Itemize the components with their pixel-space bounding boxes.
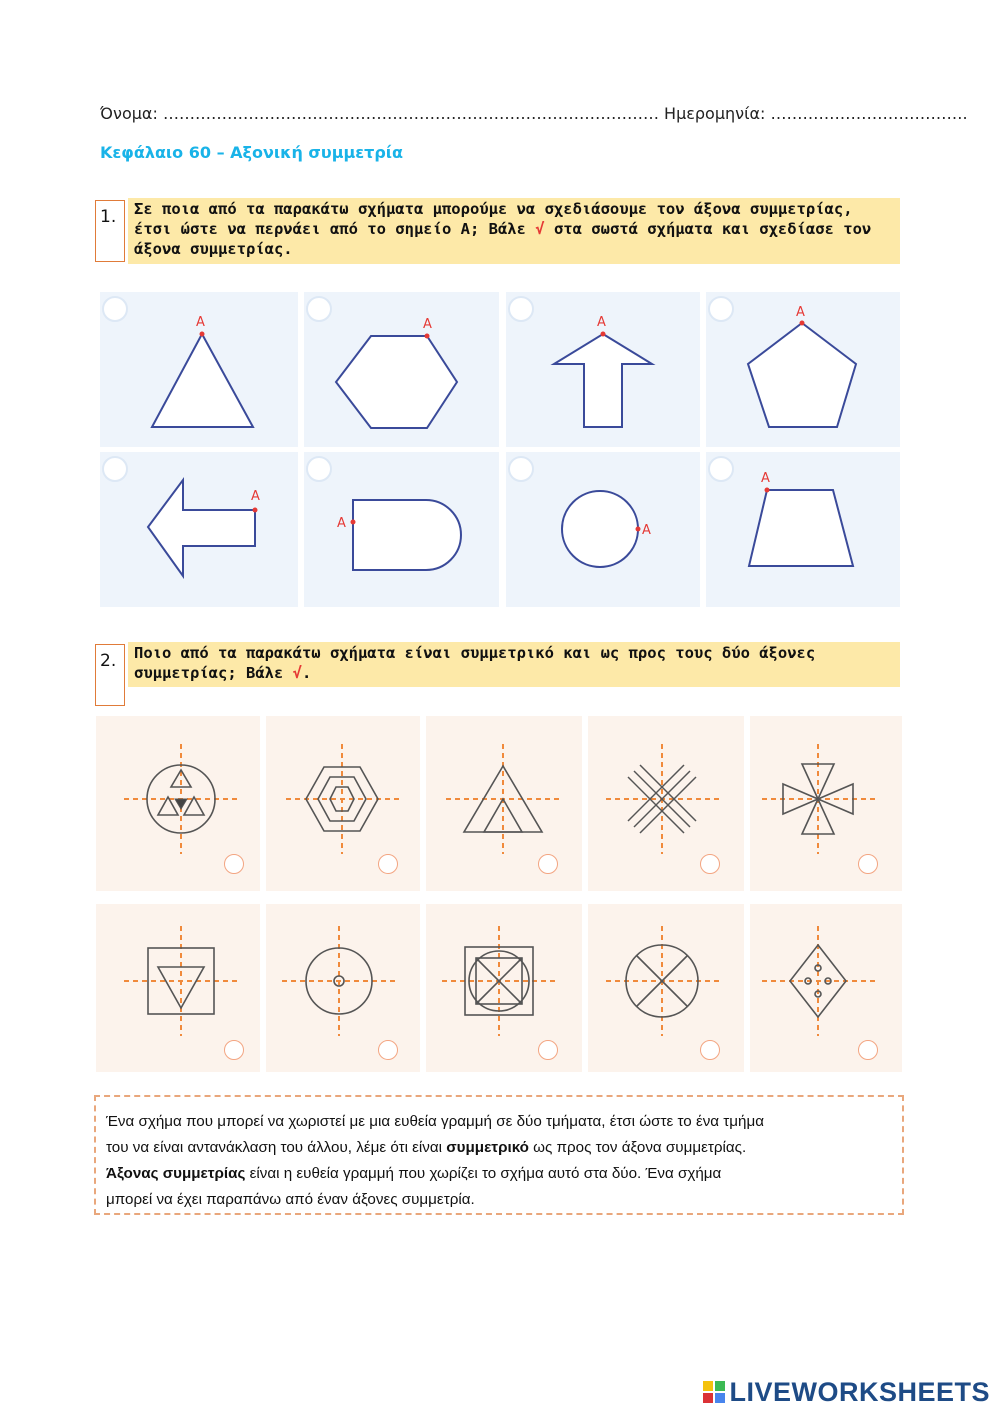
check-mark-icon: √	[535, 220, 545, 238]
svg-text:Α: Α	[761, 471, 770, 486]
shape-tile-trapezoid	[706, 452, 900, 607]
svg-text:Α: Α	[423, 317, 432, 332]
figure-tile-bow-tie	[750, 716, 902, 891]
question-2-text: Ποιο από τα παρακάτω σχήματα είναι συμμετρικό και ως προς τους δύο άξονες συμμετρίας; Βάλε √.	[128, 642, 900, 687]
answer-circle[interactable]	[538, 854, 558, 874]
answer-circle[interactable]	[700, 854, 720, 874]
bow-tie-cross-figure	[750, 716, 902, 891]
figure-tile-square-circle	[426, 904, 582, 1072]
question-2-figures-grid	[96, 716, 902, 1072]
shape-tile-pentagon	[706, 292, 900, 447]
check-mark-icon: √	[292, 664, 302, 682]
svg-text:Α: Α	[796, 305, 805, 320]
answer-circle[interactable]	[700, 1040, 720, 1060]
pentagon-shape	[706, 292, 900, 447]
figure-tile-triangle	[426, 716, 582, 891]
logo-icon	[703, 1381, 725, 1403]
definition-line-1: Ένα σχήμα που μπορεί να χωριστεί με μια ευθεία γραμμή σε δύο τμήματα, έτσι ώστε το ένα τμήμα	[106, 1113, 765, 1130]
arrow-up-shape	[506, 292, 700, 447]
rounded-rectangle-shape	[304, 452, 499, 607]
answer-circle[interactable]	[538, 1040, 558, 1060]
answer-circle[interactable]	[378, 854, 398, 874]
name-label: Όνομα:	[100, 104, 158, 123]
figure-tile-square-triangle	[96, 904, 260, 1072]
answer-circle[interactable]	[224, 854, 244, 874]
answer-circle[interactable]	[858, 854, 878, 874]
answer-circle[interactable]	[224, 1040, 244, 1060]
definition-line-3: Άξονας συμμετρίας είναι η ευθεία γραμμή που χωρίζει το σχήμα αυτό στα δύο. Ένα σχήμα	[106, 1165, 722, 1182]
date-field[interactable]: ……………………………….	[770, 104, 968, 123]
figure-tile-hexagons	[266, 716, 420, 891]
triangle-with-inner-triangle-figure	[426, 716, 582, 891]
svg-text:Α: Α	[597, 315, 606, 330]
shape-tile-arrow-up	[506, 292, 700, 447]
hexagon-shape	[304, 292, 499, 447]
circle-with-x-figure	[588, 904, 744, 1072]
svg-text:Α: Α	[337, 516, 346, 531]
answer-circle[interactable]	[378, 1040, 398, 1060]
liveworksheets-logo	[703, 1377, 990, 1407]
shape-tile-triangle	[100, 292, 298, 447]
definition-line-4: μπορεί να έχει παραπάνω από έναν άξονες συμμετρία.	[106, 1191, 475, 1208]
trapezoid-shape	[706, 452, 900, 607]
triangle-shape	[100, 292, 298, 447]
figure-tile-diamond	[750, 904, 902, 1072]
arrow-left-shape	[100, 452, 298, 607]
figure-tile-circle-x	[588, 904, 744, 1072]
shape-tile-rounded-rectangle	[304, 452, 499, 607]
square-with-circle-and-x-figure	[426, 904, 582, 1072]
svg-text:Α: Α	[251, 489, 260, 504]
figure-tile-star-lines	[588, 716, 744, 891]
definition-line-2: του να είναι αντανάκλαση του άλλου, λέμε ότι είναι συμμετρικό ως προς τον άξονα συμμετρίας.	[106, 1139, 747, 1156]
question-1-number: 1.	[95, 200, 125, 262]
question-1-text: Σε ποια από τα παρακάτω σχήματα μπορούμε να σχεδιάσουμε τον άξονα συμμετρίας, έτσι ώστε να περνάει από το σημείο Α; Βάλε √ στα σωστά σχήματα και σχεδίασε τον άξονα συμμετρίας.	[128, 198, 900, 264]
logo-text: LIVEWORKSHEETS	[729, 1376, 990, 1407]
chapter-title: Κεφάλαιο 60 – Αξονική συμμετρία	[100, 143, 404, 162]
name-date-line	[100, 104, 968, 123]
name-field[interactable]: …………………………………………………………………………………	[162, 104, 659, 123]
diamond-with-dots-figure	[750, 904, 902, 1072]
answer-circle[interactable]	[858, 1040, 878, 1060]
definition-box	[94, 1095, 904, 1215]
point-a-label: Α	[196, 315, 205, 330]
figure-tile-circle-triangles	[96, 716, 260, 891]
question-1-shapes-grid	[100, 292, 900, 612]
svg-text:Α: Α	[642, 523, 651, 538]
shape-tile-arrow-left	[100, 452, 298, 607]
star-of-lines-figure	[588, 716, 744, 891]
shape-tile-hexagon	[304, 292, 499, 447]
question-2-number: 2.	[95, 644, 125, 706]
figure-tile-circle-dot	[266, 904, 420, 1072]
date-label: Ημερομηνία:	[664, 104, 766, 123]
circle-shape	[506, 452, 700, 607]
shape-tile-circle	[506, 452, 700, 607]
